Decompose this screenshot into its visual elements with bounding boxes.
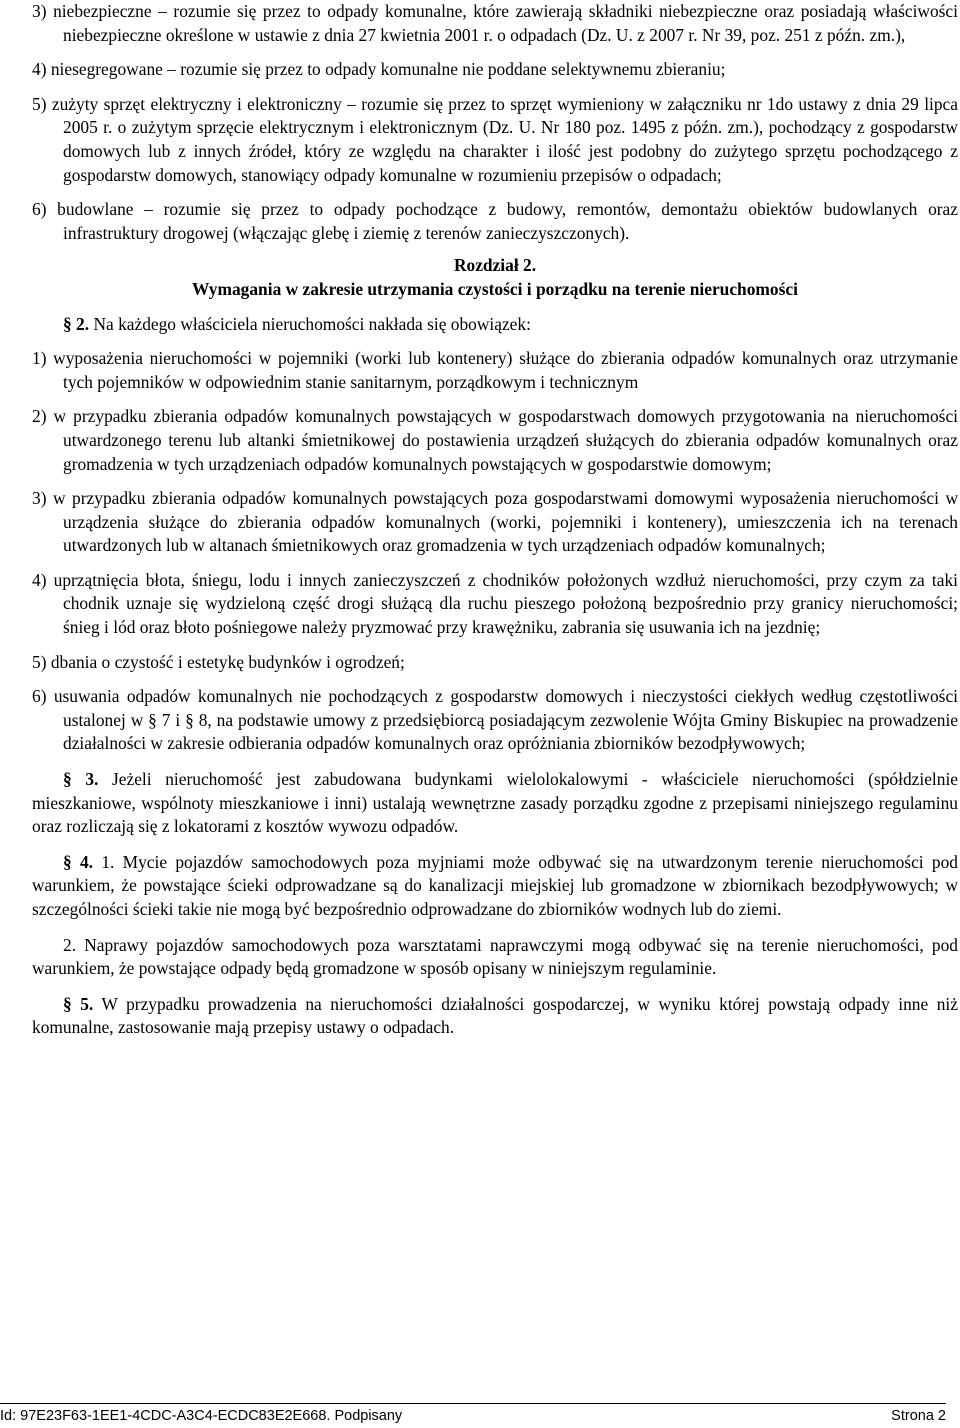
- chapter-title: Wymagania w zakresie utrzymania czystości i porządku na terenie nieruchomości: [192, 278, 798, 299]
- section-2-item-4: 4) uprzątnięcia błota, śniegu, lodu i innych zanieczyszczeń z chodników położonych wzdłuż nieruchomości, przy czym za taki chodnik uznaje się wydzieloną część drogi służącą dla ruchu pieszego położoną bezpośrednio przy granicy nieruchomości; śnieg i lód oraz błoto pośniegowe należy pryzmować przy krawężniku, zabrania się usuwania ich na jezdnię;: [32, 569, 958, 638]
- definition-item-6: 6) budowlane – rozumie się przez to odpady pochodzące z budowy, remontów, demontażu obiektów budowlanych oraz infrastruktury drogowej (włączając glebę i ziemię z terenów zanieczyszczonych).: [32, 199, 958, 243]
- section-4-paragraph-2: 2. Naprawy pojazdów samochodowych poza warsztatami naprawczymi mogą odbywać się na terenie nieruchomości, pod warunkiem, że powstające odpady będą gromadzone w sposób opisany w niniejszym regulaminie.: [32, 934, 958, 979]
- definition-item-3: 3) niebezpieczne – rozumie się przez to odpady komunalne, które zawierają składniki niebezpieczne oraz posiadają właściwości niebezpieczne określone w ustawie z dnia 27 kwietnia 2001 r. o odpadach (Dz. U. z 2007 r. Nr 39, poz. 251 z późn. zm.),: [32, 1, 958, 45]
- section-3-marker: § 3.: [63, 769, 99, 790]
- section-2-item-2: 2) w przypadku zbierania odpadów komunalnych powstających w gospodarstwach domowych przygotowania na nieruchomości utwardzonego terenu lub altanki śmietnikowej do postawienia urządzeń służących do zbierania odpadów komunalnych oraz gromadzenia w tych urządzeniach odpadów komunalnych powstających w gospodarstwie domowym;: [32, 406, 958, 474]
- page-content: [32, 0, 958, 1040]
- definition-item-5: 5) zużyty sprzęt elektryczny i elektroniczny – rozumie się przez to sprzęt wymieniony w załączniku nr 1do ustawy z dnia 29 lipca 2005 r. o zużytym sprzęcie elektrycznym i elektronicznym (Dz. U. Nr 180 poz. 1495 z późn. zm.), pochodzący z gospodarstw domowych lub z innych źródeł, który ze względu na charakter i ilość jest podobny do zużytego sprzętu pochodzącego z gospodarstw domowych, stanowiący odpady komunalne w rozumieniu przepisów o odpadach;: [32, 93, 958, 185]
- section-2-text: Na każdego właściciela nieruchomości nakłada się obowiązek:: [89, 313, 531, 334]
- section-2-item-5: 5) dbania o czystość i estetykę budynków i ogrodzeń;: [32, 651, 405, 672]
- section-2-marker: § 2.: [63, 313, 90, 334]
- section-4-paragraph-1: [32, 851, 958, 922]
- document-id: Id: 97E23F63-1EE1-4CDC-A3C4-ECDC83E2E668. Podpisany: [0, 1408, 403, 1424]
- section-2-item-3: 3) w przypadku zbierania odpadów komunalnych powstających poza gospodarstwami domowymi wyposażenia nieruchomości w urządzenia służące do zbierania odpadów komunalnych (worki, pojemniki i kontenery), umieszczenia ich na terenach utwardzonych lub w altanach śmietnikowych oraz gromadzenia w tych urządzeniach odpadów komunalnych;: [32, 488, 958, 556]
- section-5: [32, 993, 958, 1040]
- section-5-text: W przypadku prowadzenia na nieruchomości działalności gospodarczej, w wyniku której powstają odpady inne niż komunalne, zastosowanie mają przepisy ustawy o odpadach.: [32, 993, 958, 1038]
- section-4-marker: § 4.: [63, 851, 94, 872]
- section-4-text-1: 1. Mycie pojazdów samochodowych poza myjniami może odbywać się na utwardzonym terenie nieruchomości pod warunkiem, że powstające ścieki odprowadzane są do kanalizacji miejskiej lub gromadzone w zbiornikach bezodpływowych; w szczególności ścieki takie nie mogą być bezpośrednio odprowadzane do zbiorników wodnych lub do ziemi.: [32, 851, 958, 919]
- section-3-text: Jeżeli nieruchomość jest zabudowana budynkami wielolokalowymi - właściciele nieruchomości (spółdzielnie mieszkaniowe, wspólnoty mieszkaniowe i inni) ustalają wewnętrzne zasady porządku zgodne z przepisami niniejszego regulaminu oraz rozliczają się z lokatorami z kosztów wywozu odpadów.: [32, 769, 959, 837]
- section-3: [32, 768, 958, 839]
- footer-divider: [0, 1403, 946, 1404]
- section-2-item-1: 1) wyposażenia nieruchomości w pojemniki (worki lub kontenery) służące do zbierania odpadów komunalnych oraz utrzymanie tych pojemników w odpowiednim stanie sanitarnym, porządkowym i technicznym: [32, 348, 958, 392]
- page-number: Strona 2: [891, 1408, 946, 1424]
- chapter-number: Rozdział 2.: [453, 255, 537, 276]
- definition-item-4: 4) niesegregowane – rozumie się przez to odpady komunalne nie poddane selektywnemu zbieraniu;: [32, 59, 726, 80]
- section-2-item-6: 6) usuwania odpadów komunalnych nie pochodzących z gospodarstw domowych i nieczystości ciekłych według częstotliwości ustalonej w § 7 i § 8, na podstawie umowy z przedsiębiorcą posiadającym zezwolenie Wójta Gminy Biskupiec na prowadzenie działalności w zakresie odbierania odpadów komunalnych oraz opróżniania zbiorników bezodpływowych;: [32, 686, 958, 754]
- section-2-intro: [32, 313, 958, 337]
- section-5-marker: § 5.: [63, 993, 94, 1014]
